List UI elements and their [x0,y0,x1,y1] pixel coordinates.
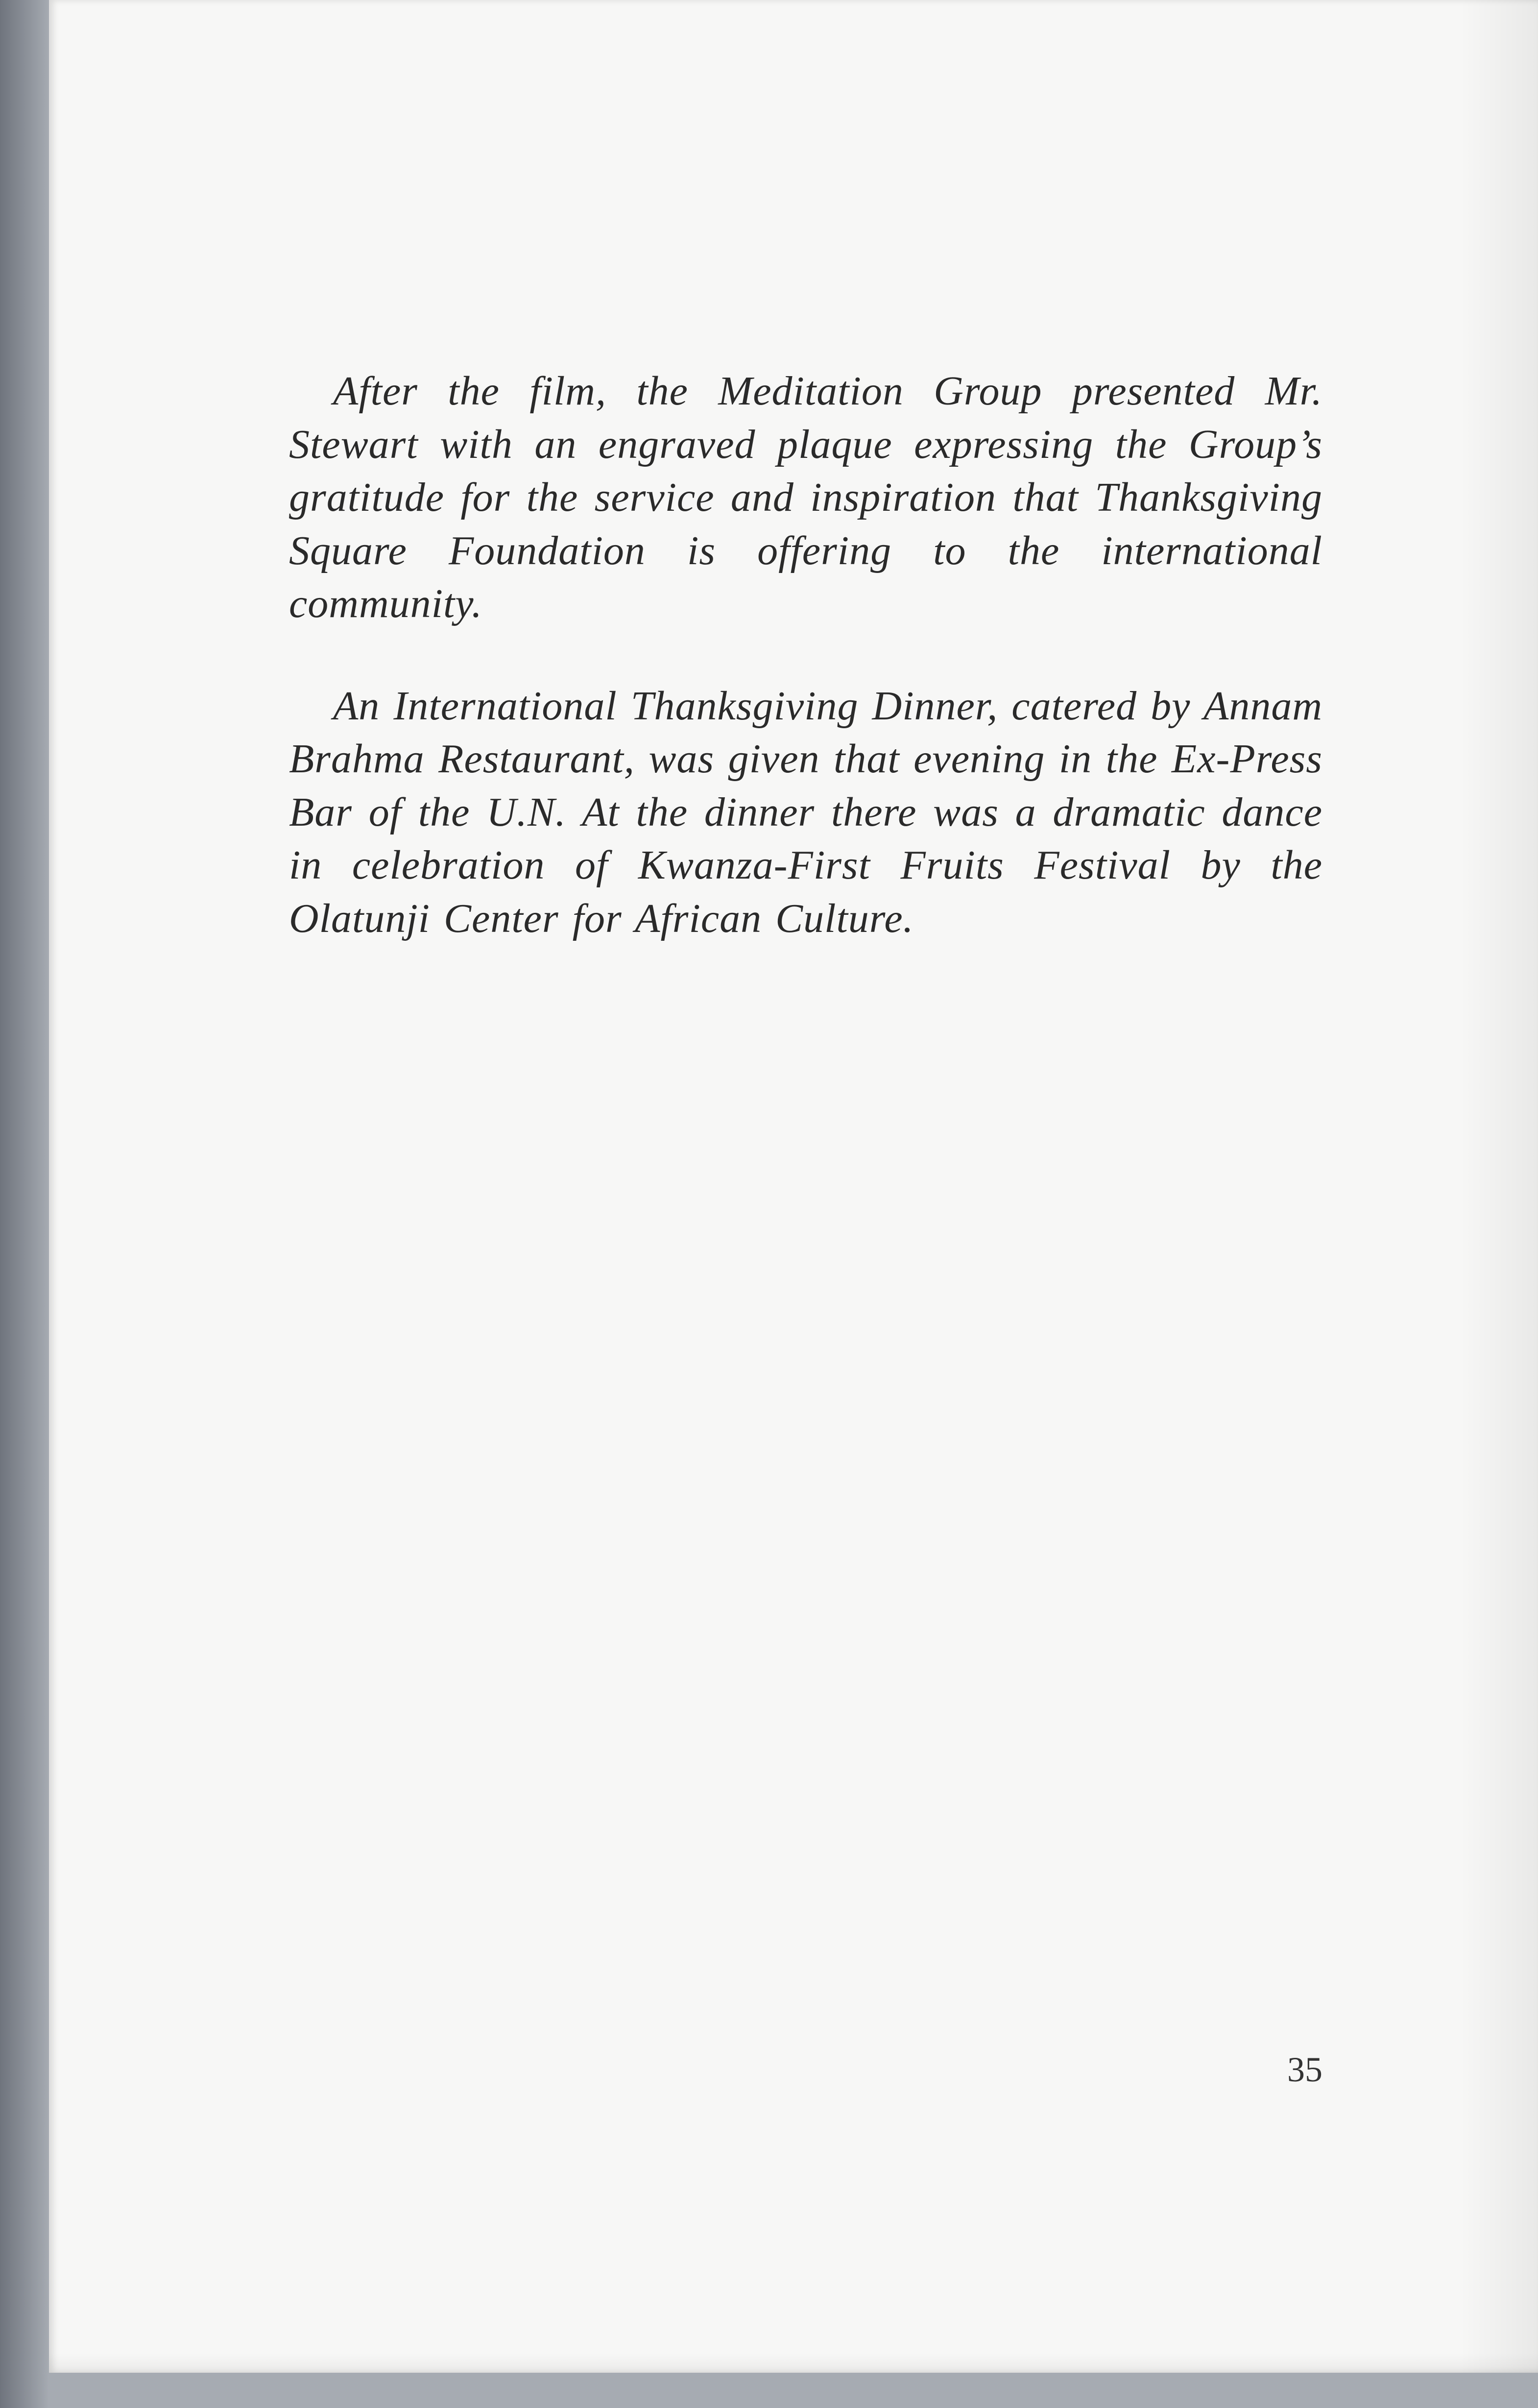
body-text [289,365,1322,945]
book-page [49,0,1538,2373]
page-bottom-shadow [49,2353,1538,2373]
paragraph-thanksgiving-dinner: An International Thanksgiving Dinner, catered by Annam Brahma Restaurant, was given that evening in the Ex-Press Bar of the U.N. At the dinner there was a dramatic dance in celebration of Kwanza-First Fruits Festival by the Olatunji Center for African Culture. [289,683,1322,941]
page-number: 35 [1287,2050,1322,2089]
page-edge-shadow [1460,0,1538,2373]
paragraph-meditation-group-plaque: After the film, the Meditation Group presented Mr. Stewart with an engraved plaque expressing the Group’s gratitude for the service and inspiration that Thanksgiving Square Foundation is offering to the international community. [289,368,1322,626]
